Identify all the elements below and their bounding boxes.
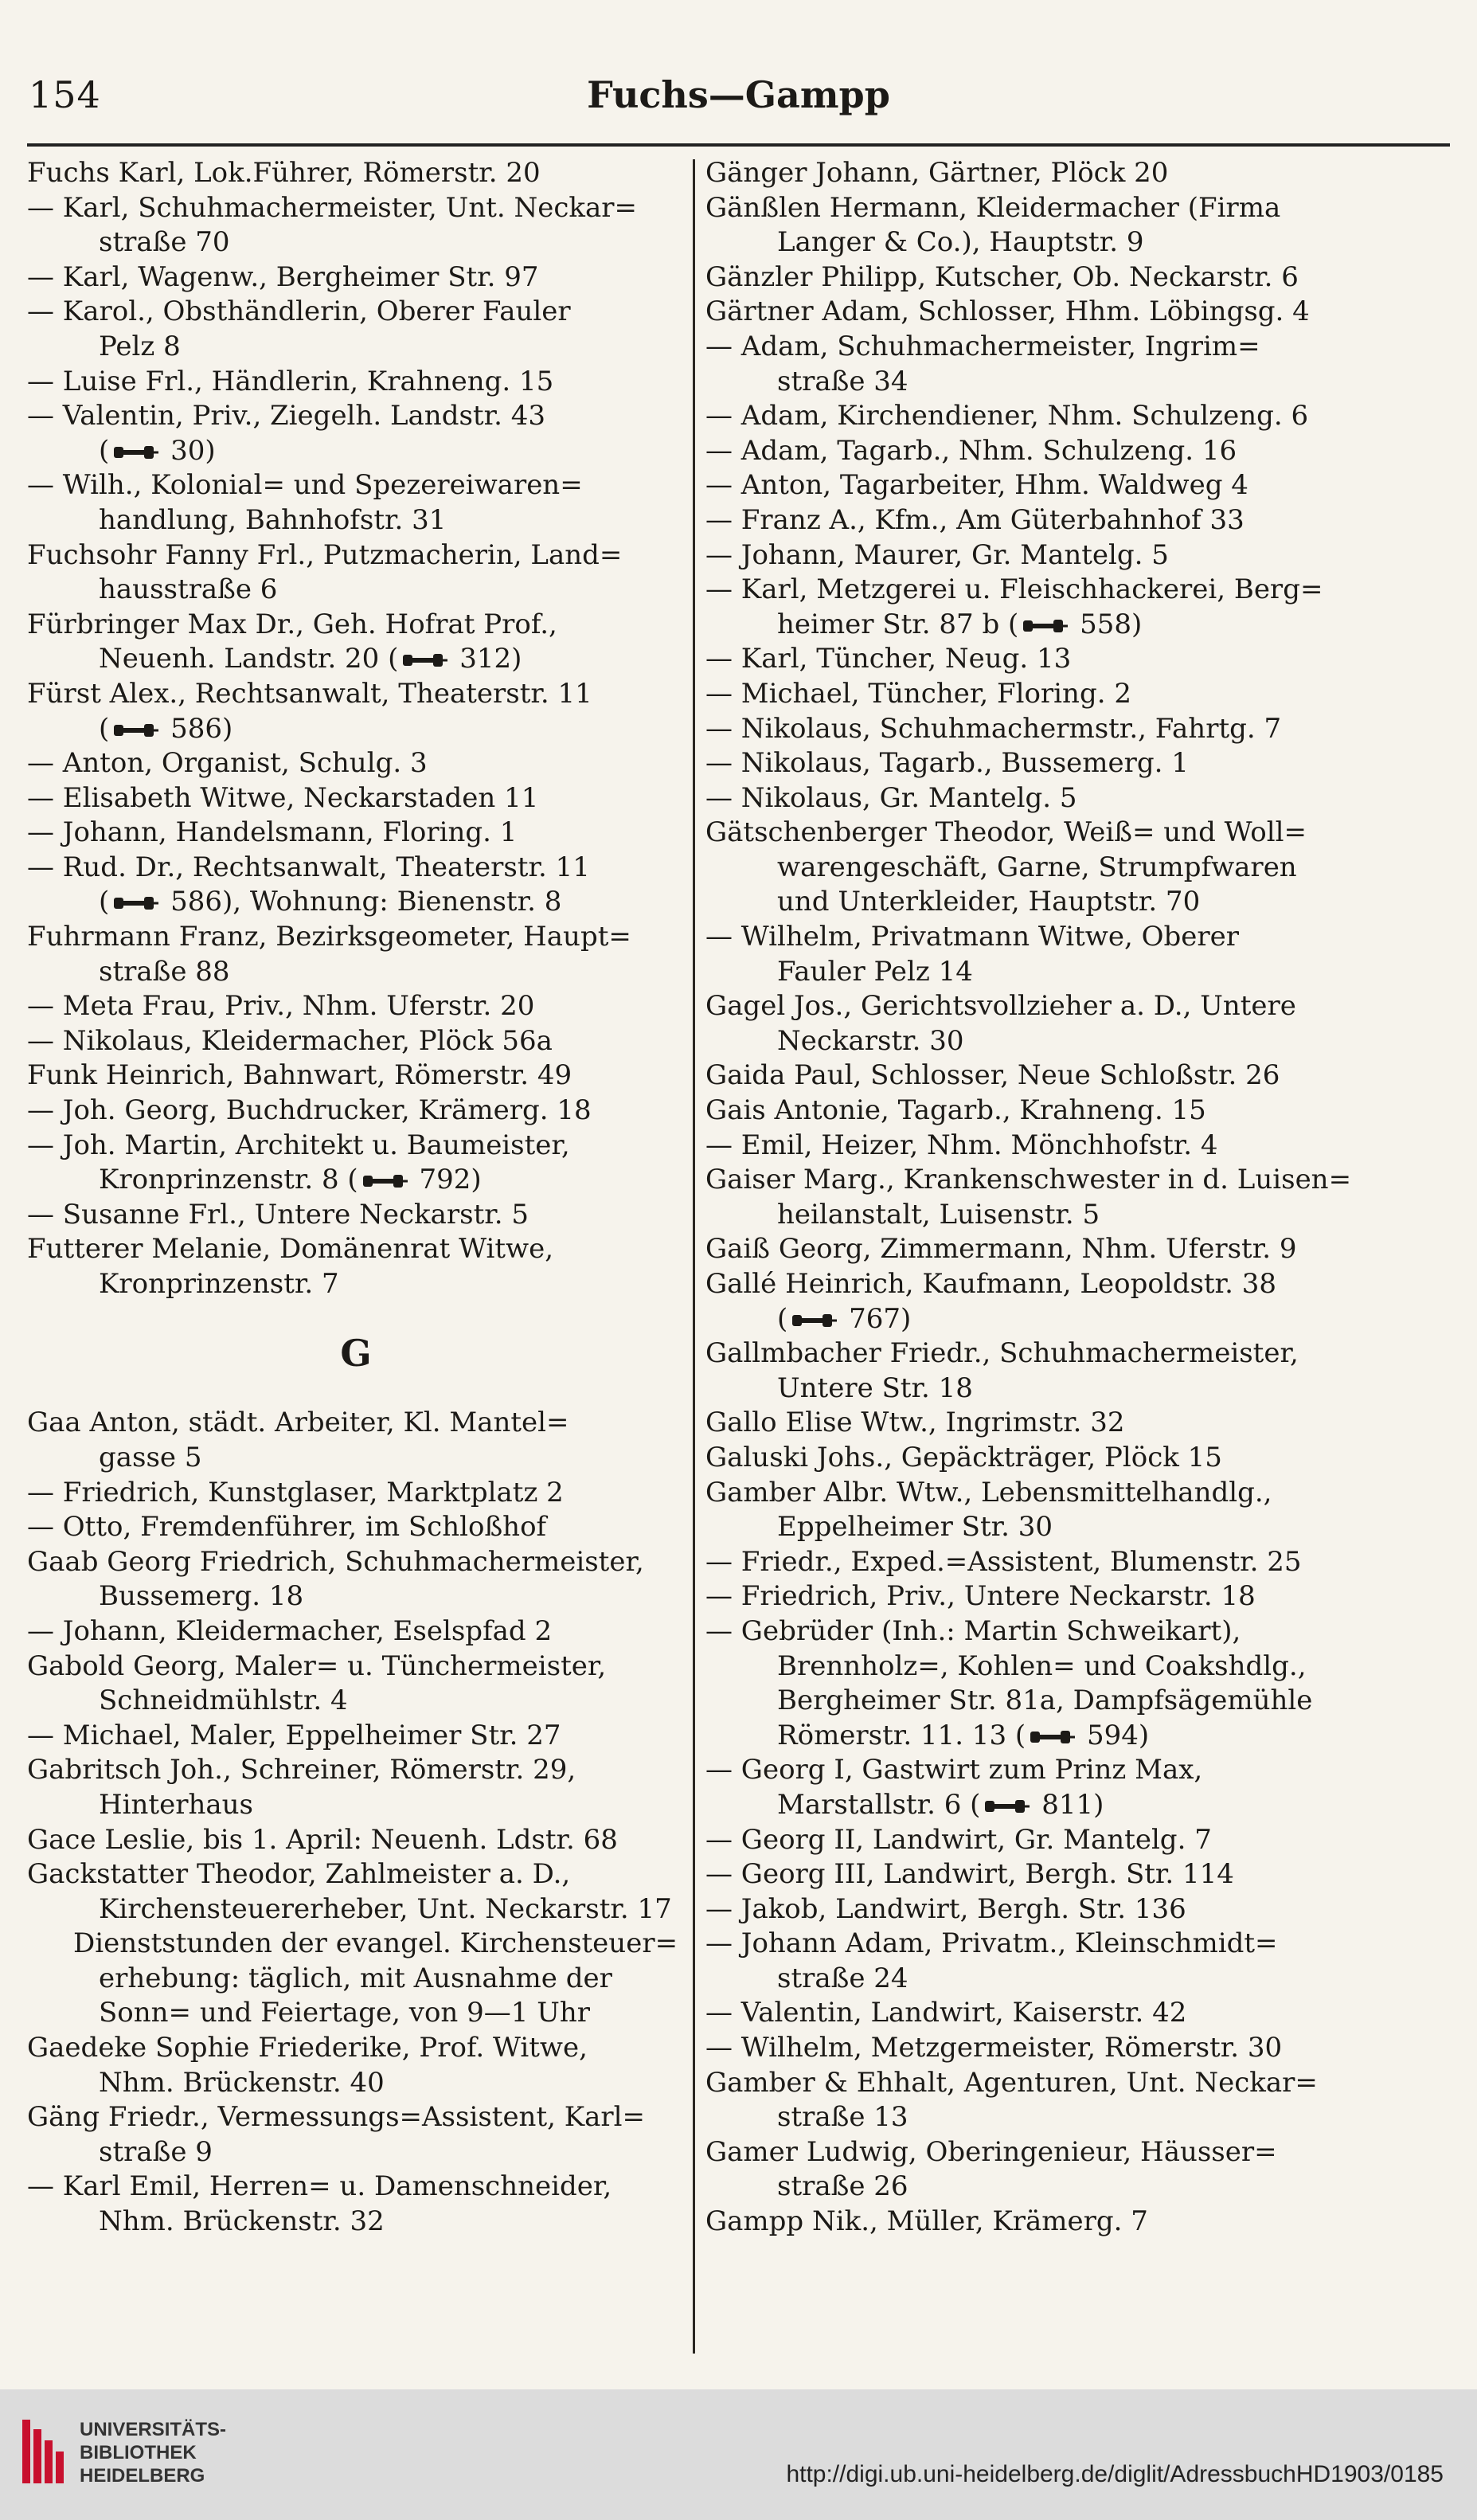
phone-number-text: 30) [162,434,216,467]
library-name-line: BIBLIOTHEK [80,2442,197,2463]
library-name-line: HEIDELBERG [80,2465,205,2487]
entry-text: — Friedrich, Priv., Untere Neckarstr. 18 [705,1580,1256,1613]
entry-text: Schneidmühlstr. 4 [99,1685,348,1717]
entry-text: Gabold Georg, Maler= u. Tünchermeister, [27,1649,607,1682]
entry-text: Gaa Anton, städt. Arbeiter, Kl. Mantel= [27,1407,569,1439]
entry-text: Gace Leslie, bis 1. April: Neuenh. Ldstr. 68 [27,1823,618,1856]
entry-text: — Karl, Wagenw., Bergheimer Str. 97 [27,260,539,293]
directory-entry-line [705,2170,1459,2205]
library-name [80,2418,226,2487]
directory-entry-line [27,503,685,538]
entry-text: — Michael, Maler, Eppelheimer Str. 27 [27,1719,561,1751]
directory-entry-line [27,608,685,643]
entry-text: Gätschenberger Theodor, Weiß= und Woll= [705,816,1307,849]
directory-entry-line [27,1753,685,1788]
directory-entry-line [27,1962,685,1997]
entry-text: Gänzler Philipp, Kutscher, Ob. Neckarstr. 6 [705,260,1299,293]
entry-text: — Karl, Tüncher, Neug. 13 [705,643,1072,675]
directory-entry-line [27,1510,685,1545]
directory-entry-line [705,2135,1459,2170]
entry-text: Gagel Jos., Gerichtsvollzieher a. D., Untere [705,990,1296,1023]
entry-text: — Georg II, Landwirt, Gr. Mantelg. 7 [705,1823,1212,1856]
directory-entry-line [27,1302,685,1337]
entry-text: Nhm. Brückenstr. 40 [99,2066,385,2099]
entry-text: — Adam, Schuhmachermeister, Ingrim= [705,330,1260,362]
entry-text: — Johann, Handelsmann, Floring. 1 [27,816,518,849]
entry-text: straße 9 [99,2135,213,2168]
entry-text: Kronprinzenstr. 8 ( [99,1164,358,1196]
directory-entry-line [27,1094,685,1129]
entry-text: — Wilh., Kolonial= und Spezereiwaren= [27,469,583,502]
entry-text: — Johann, Maurer, Gr. Mantelg. 5 [705,538,1169,571]
directory-entry-line [705,989,1459,1024]
directory-entry-line [705,816,1459,851]
directory-entry-line [27,191,685,226]
entry-text: hausstraße 6 [99,573,278,606]
entry-text: Gallé Heinrich, Kaufmann, Leopoldstr. 38 [705,1268,1276,1300]
directory-entry-line [705,608,1459,643]
entry-text: Fuchsohr Fanny Frl., Putzmacherin, Land= [27,538,623,571]
directory-entry-line [705,295,1459,330]
entry-text: Pelz 8 [99,330,181,362]
entry-text: — Luise Frl., Händlerin, Krahneng. 15 [27,365,554,397]
entry-text: — Wilhelm, Metzgermeister, Römerstr. 30 [705,2032,1283,2064]
entry-text: Römerstr. 11. 13 ( [777,1719,1026,1751]
directory-entry-line [27,1441,685,1476]
directory-entry-line [27,920,685,955]
phone-number-text: 312) [451,643,522,675]
directory-entry-line [27,677,685,712]
telephone-receiver-icon [401,652,447,669]
entry-text: ( [99,434,110,467]
entry-text: ( [777,1302,788,1335]
directory-entry-line [705,1823,1459,1858]
directory-entry-line [705,2066,1459,2101]
entry-text: — Rud. Dr., Rechtsanwalt, Theaterstr. 11 [27,851,590,883]
directory-entry-line [705,2100,1459,2135]
directory-entry-line [705,1476,1459,1511]
entry-text: Fauler Pelz 14 [777,955,973,988]
phone-number-text: 792) [410,1164,482,1196]
entry-text: straße 70 [99,226,230,259]
directory-entry-line [27,260,685,295]
entry-text: erhebung: täglich, mit Ausnahme der [99,1962,612,1994]
directory-entry-line [705,1649,1459,1685]
entry-text: — Meta Frau, Priv., Nhm. Uferstr. 20 [27,990,535,1023]
university-library-logo-icon [19,2413,65,2490]
entry-text: heilanstalt, Luisenstr. 5 [777,1198,1100,1231]
directory-entry-line [27,1857,685,1892]
directory-entry-line [705,1024,1459,1059]
entry-text: Bussemerg. 18 [99,1580,304,1613]
telephone-receiver-icon [112,444,158,461]
directory-entry-line [705,955,1459,990]
directory-entry-line [705,1788,1459,1823]
entry-text: — Susanne Frl., Untere Neckarstr. 5 [27,1198,529,1231]
directory-entry-line [27,2205,685,2240]
directory-entry-line [27,1719,685,1754]
page-title: Fuchs—Gampp [587,73,890,116]
directory-entry-line [705,1857,1459,1892]
directory-entry-line [27,1649,685,1685]
directory-entry-line [705,1962,1459,1997]
entry-text: gasse 5 [99,1441,202,1473]
entry-text: Gamber Albr. Wtw., Lebensmittelhandlg., [705,1476,1272,1508]
entry-text: straße 34 [777,365,908,397]
entry-text: Brennholz=, Kohlen= und Coakshdlg., [777,1649,1307,1682]
entry-text: Hinterhaus [99,1788,253,1821]
directory-entry-line [27,1163,685,1198]
entry-text: — Karl, Metzgerei u. Fleischhackerei, Berg= [705,573,1323,606]
telephone-receiver-icon [1029,1728,1075,1746]
directory-entry-line [705,1996,1459,2031]
entry-text: — Michael, Tüncher, Floring. 2 [705,677,1131,710]
entry-text: Galuski Johs., Gepäckträger, Plöck 15 [705,1441,1222,1473]
entry-text: — Adam, Tagarb., Nhm. Schulzeng. 16 [705,434,1237,467]
directory-entry-line [27,2135,685,2170]
directory-entry-line [27,468,685,503]
directory-entry-line [27,295,685,330]
entry-text: Gaiser Marg., Krankenschwester in d. Luisen= [705,1164,1352,1196]
directory-entry-line [705,2205,1459,2240]
directory-entry-line [705,191,1459,226]
entry-text: — Adam, Kirchendiener, Nhm. Schulzeng. 6 [705,400,1309,432]
entry-text: ( [99,886,110,918]
directory-entry-line [705,468,1459,503]
directory-entry-line [705,573,1459,608]
directory-entry-line [27,1614,685,1649]
directory-entry-line [27,816,685,851]
directory-entry-line [705,642,1459,677]
directory-entry-line [27,851,685,886]
directory-entry-line [27,746,685,781]
entry-text: — Karl Emil, Herren= u. Damenschneider, [27,2170,612,2203]
entry-text: Gaedeke Sophie Friederike, Prof. Witwe, [27,2032,588,2064]
directory-entry-line [705,225,1459,260]
phone-number-text: 767) [840,1302,912,1335]
entry-text: Gallo Elise Wtw., Ingrimstr. 32 [705,1407,1125,1439]
directory-entry-line [27,1267,685,1302]
directory-entry-line [27,1684,685,1719]
entry-text: Neuenh. Landstr. 20 ( [99,643,399,675]
directory-entry-line [27,2066,685,2101]
directory-entry-line [27,1129,685,1164]
entry-text: Gamer Ludwig, Oberingenieur, Häusser= [705,2135,1277,2168]
entry-text: — Nikolaus, Gr. Mantelg. 5 [705,781,1077,814]
entry-text: — Wilhelm, Privatmann Witwe, Oberer [705,921,1240,953]
entry-text: — Nikolaus, Schuhmachermstr., Fahrtg. 7 [705,712,1282,745]
directory-entry-line [705,503,1459,538]
entry-text: — Nikolaus, Kleidermacher, Plöck 56a [27,1024,553,1057]
directory-entry-line [27,1927,685,1962]
directory-entry-line [27,1198,685,1233]
entry-text: Eppelheimer Str. 30 [777,1511,1053,1544]
directory-entry-line [27,1406,685,1441]
directory-entry-line [705,851,1459,886]
entry-text: Gallmbacher Friedr., Schuhmachermeister, [705,1337,1299,1370]
directory-entry-line [705,1163,1459,1198]
directory-entry-line [705,920,1459,955]
directory-entry-line [27,1545,685,1580]
entry-text: Funk Heinrich, Bahnwart, Römerstr. 49 [27,1059,572,1092]
directory-entry-line [27,1579,685,1614]
entry-text: — Gebrüder (Inh.: Martin Schweikart), [705,1614,1241,1647]
source-url-link[interactable]: http://digi.ub.uni-heidelberg.de/diglit/AdressbuchHD1903/0185 [786,2461,1444,2487]
entry-text: Futterer Melanie, Domänenrat Witwe, [27,1233,554,1266]
library-name-line: UNIVERSITÄTS- [80,2419,227,2440]
directory-entry-line [27,2031,685,2066]
section-letter-heading [27,1336,685,1372]
directory-entry-line [705,434,1459,469]
entry-text: Marstallstr. 6 ( [777,1788,981,1821]
entry-text: Gäng Friedr., Vermessungs=Assistent, Karl= [27,2101,646,2134]
entry-text: — Otto, Fremdenführer, im Schloßhof [27,1511,547,1544]
entry-text: — Valentin, Priv., Ziegelh. Landstr. 43 [27,400,545,432]
entry-text: — Joh. Martin, Architekt u. Baumeister, [27,1129,570,1161]
directory-entry-line [705,156,1459,191]
entry-text: Gamber & Ehhalt, Agenturen, Unt. Neckar= [705,2066,1318,2099]
entry-text: straße 13 [777,2101,908,2134]
directory-entry-line [27,781,685,816]
entry-text: Fürbringer Max Dr., Geh. Hofrat Prof., [27,608,557,640]
entry-text: — Friedrich, Kunstglaser, Marktplatz 2 [27,1476,564,1508]
entry-text: Gais Antonie, Tagarb., Krahneng. 15 [705,1094,1206,1127]
entry-text: Gaida Paul, Schlosser, Neue Schloßstr. 26 [705,1059,1280,1092]
entry-text: Untere Str. 18 [777,1372,973,1404]
directory-entry-line [705,1406,1459,1441]
entry-text: Gackstatter Theodor, Zahlmeister a. D., [27,1858,571,1891]
directory-entry-line [705,1614,1459,1649]
entry-text: — Georg I, Gastwirt zum Prinz Max, [705,1754,1203,1786]
directory-entry-line [705,365,1459,400]
directory-entry-line [27,330,685,365]
directory-entry-line [27,955,685,990]
entry-text: straße 26 [777,2170,908,2203]
entry-text: Gänger Johann, Gärtner, Plöck 20 [705,157,1169,189]
directory-entry-line [705,1579,1459,1614]
entry-text: Sonn= und Feiertage, von 9—1 Uhr [99,1997,591,2029]
entry-text: Fuhrmann Franz, Bezirksgeometer, Haupt= [27,921,631,953]
entry-text: — Johann Adam, Privatm., Kleinschmidt= [705,1927,1278,1960]
entry-text: — Karl, Schuhmachermeister, Unt. Neckar= [27,191,638,224]
phone-number-text: 558) [1071,608,1143,640]
directory-entry-line [27,1372,685,1407]
directory-entry-line [705,1719,1459,1754]
right-column [705,156,1459,2240]
directory-entry-line [27,2100,685,2135]
directory-entry-line [27,1058,685,1094]
page-number: 154 [29,73,101,116]
left-column [27,156,685,2240]
directory-entry-line [705,1441,1459,1476]
directory-entry-line [27,1476,685,1511]
phone-number-text: 811) [1033,1788,1104,1821]
directory-entry-line [705,1372,1459,1407]
directory-entry-line [705,1336,1459,1372]
directory-entry-line [705,330,1459,365]
directory-entry-line [27,1892,685,1927]
entry-text: Gänßlen Hermann, Kleidermacher (Firma [705,191,1281,224]
directory-entry-line [27,399,685,434]
directory-entry-line [705,1232,1459,1267]
telephone-receiver-icon [361,1172,408,1190]
entry-text: Kirchensteuererheber, Unt. Neckarstr. 17 [99,1892,672,1925]
entry-text: Bergheimer Str. 81a, Dampfsägemühle [777,1685,1313,1717]
entry-text: Langer & Co.), Hauptstr. 9 [777,226,1144,259]
directory-entry-line [27,989,685,1024]
entry-text: — Anton, Organist, Schulg. 3 [27,747,428,780]
directory-entry-line [705,1892,1459,1927]
entry-text: — Valentin, Landwirt, Kaiserstr. 42 [705,1997,1187,2029]
directory-entry-line [705,2031,1459,2066]
directory-entry-line [27,225,685,260]
directory-entry-line [705,1753,1459,1788]
telephone-receiver-icon [1022,617,1068,635]
directory-entry-line [705,677,1459,712]
entry-text: — Emil, Heizer, Nhm. Mönchhofstr. 4 [705,1129,1218,1161]
directory-entry-line [705,746,1459,781]
directory-entry-line [705,1927,1459,1962]
directory-entry-line [705,1198,1459,1233]
phone-number-text: 586), Wohnung: Bienenstr. 8 [162,886,562,918]
telephone-receiver-icon [791,1312,837,1329]
entry-text: Gaiß Georg, Zimmermann, Nhm. Uferstr. 9 [705,1233,1297,1266]
entry-text: straße 24 [777,1962,908,1994]
entry-text: Gärtner Adam, Schlosser, Hhm. Löbingsg. 4 [705,295,1310,328]
directory-entry-line [27,1823,685,1858]
entry-text: warengeschäft, Garne, Strumpfwaren [777,851,1297,883]
entry-text: Gabritsch Joh., Schreiner, Römerstr. 29, [27,1754,576,1786]
directory-entry-line [705,781,1459,816]
directory-entry-line [27,642,685,677]
directory-entry-line [27,2170,685,2205]
directory-entry-line [27,1232,685,1267]
directory-entry-line [27,1996,685,2031]
entry-text: — Friedr., Exped.=Assistent, Blumenstr. 25 [705,1545,1302,1578]
column-divider [693,159,695,2354]
directory-entry-line [27,712,685,747]
entry-text: Gampp Nik., Müller, Krämerg. 7 [705,2205,1148,2238]
entry-text: — Nikolaus, Tagarb., Bussemerg. 1 [705,747,1189,780]
telephone-receiver-icon [112,894,158,912]
directory-entry-line [27,365,685,400]
directory-entry-line [27,885,685,920]
directory-entry-line [705,538,1459,573]
directory-entry-line [705,1094,1459,1129]
directory-entry-line [27,434,685,469]
telephone-receiver-icon [112,722,158,739]
entry-text: Kronprinzenstr. 7 [99,1268,339,1300]
phone-number-text: 586) [162,712,233,745]
entry-text: — Joh. Georg, Buchdrucker, Krämerg. 18 [27,1094,592,1127]
directory-entry-line [705,1267,1459,1302]
entry-text: Gaab Georg Friedrich, Schuhmachermeister, [27,1545,644,1578]
entry-text: — Elisabeth Witwe, Neckarstaden 11 [27,781,539,814]
entry-text: Neckarstr. 30 [777,1024,964,1057]
directory-entry-line [705,1129,1459,1164]
directory-entry-line [27,573,685,608]
telephone-receiver-icon [983,1798,1030,1815]
directory-entry-line [705,712,1459,747]
entry-text: — Franz A., Kfm., Am Güterbahnhof 33 [705,503,1245,536]
directory-entry-line [705,260,1459,295]
directory-entry-line [705,1058,1459,1094]
entry-text: ( [99,712,110,745]
entry-text: Fuchs Karl, Lok.Führer, Römerstr. 20 [27,157,541,189]
directory-entry-line [705,1684,1459,1719]
phone-number-text: 594) [1078,1719,1150,1751]
directory-entry-line [705,1545,1459,1580]
entry-text: und Unterkleider, Hauptstr. 70 [777,886,1201,918]
directory-entry-line [27,1788,685,1823]
directory-entry-line [705,399,1459,434]
directory-entry-line [27,538,685,573]
entry-text: — Karol., Obsthändlerin, Oberer Fauler [27,295,571,328]
entry-text: — Georg III, Landwirt, Bergh. Str. 114 [705,1858,1234,1891]
entry-text: Dienststunden der evangel. Kirchensteuer= [73,1927,678,1960]
entry-text: straße 88 [99,955,230,988]
header-rule [27,143,1450,147]
entry-text: handlung, Bahnhofstr. 31 [99,503,447,536]
directory-entry-line [27,156,685,191]
entry-text: heimer Str. 87 b ( [777,608,1019,640]
entry-text: Nhm. Brückenstr. 32 [99,2205,385,2238]
entry-text: G [340,1336,372,1372]
directory-entry-line [705,1510,1459,1545]
directory-entry-line [27,1024,685,1059]
entry-text: — Johann, Kleidermacher, Eselspfad 2 [27,1614,553,1647]
entry-text: — Anton, Tagarbeiter, Hhm. Waldweg 4 [705,469,1248,502]
directory-entry-line [705,1302,1459,1337]
entry-text: Fürst Alex., Rechtsanwalt, Theaterstr. 11 [27,677,592,710]
directory-entry-line [705,885,1459,920]
entry-text: — Jakob, Landwirt, Bergh. Str. 136 [705,1892,1186,1925]
